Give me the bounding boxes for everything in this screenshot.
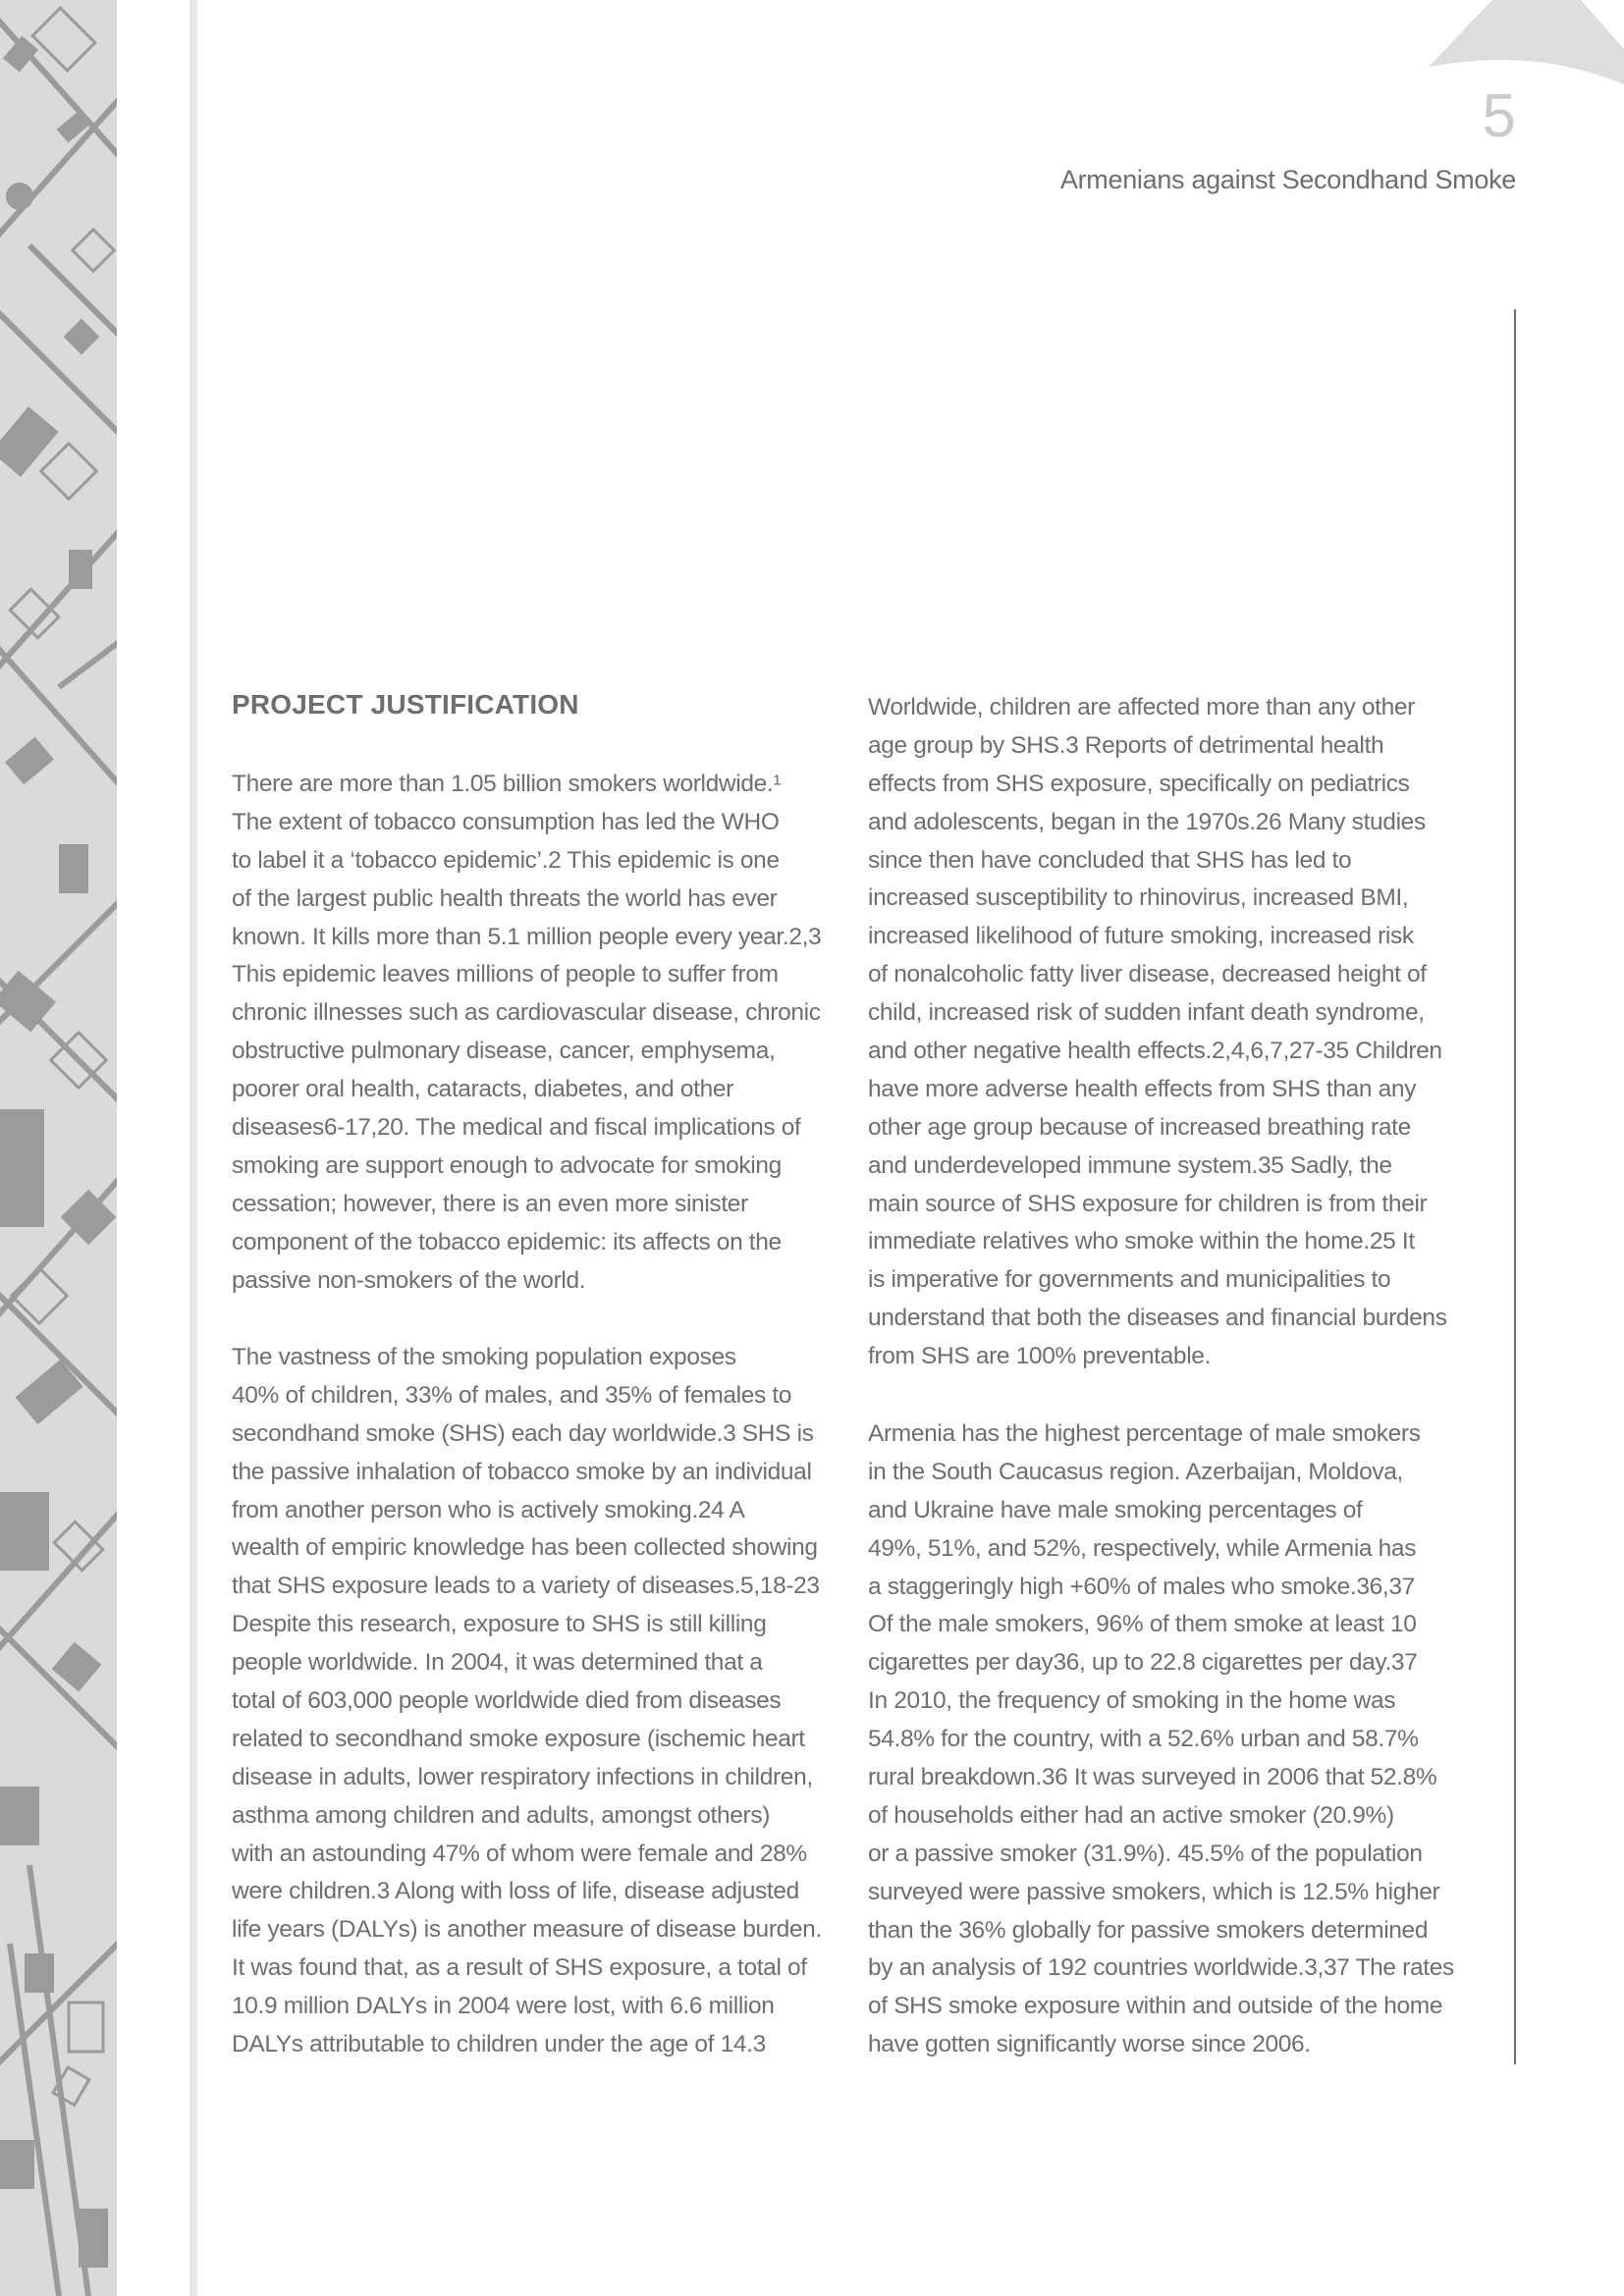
- page-number: 5: [1482, 82, 1516, 150]
- text-line: There are more than 1.05 billion smokers worldwide.¹: [232, 771, 782, 797]
- map-pattern-icon: [0, 0, 117, 2296]
- text-line: of households either had an active smoker (20.9%): [868, 1801, 1394, 1829]
- text-line: passive non-smokers of the world.: [232, 1266, 586, 1294]
- text-line: The extent of tobacco consumption has led the WHO: [232, 808, 780, 835]
- text-line: diseases6-17,20. The medical and fiscal implications of: [232, 1114, 801, 1142]
- text-line: 49%, 51%, and 52%, respectively, while Armenia has: [868, 1534, 1417, 1562]
- text-line: In 2010, the frequency of smoking in the home was: [868, 1687, 1396, 1715]
- text-line: related to secondhand smoke exposure (ischemic heart: [232, 1725, 805, 1752]
- corner-shape-icon: [1428, 0, 1624, 88]
- text-line: of the largest public health threats the world has ever: [232, 884, 778, 912]
- text-line: with an astounding 47% of whom were female and 28%: [232, 1840, 807, 1867]
- text-line: cigarettes per day36, up to 22.8 cigarettes per day.37: [868, 1649, 1418, 1677]
- gutter-divider: [189, 0, 197, 2296]
- text-line: were children.3 Along with loss of life, disease adjusted: [232, 1878, 799, 1905]
- text-line: disease in adults, lower respiratory infections in children,: [232, 1763, 813, 1790]
- text-line: and adolescents, began in the 1970s.26 Many studies: [868, 808, 1426, 835]
- text-line: immediate relatives who smoke within the home.25 It: [868, 1228, 1415, 1255]
- text-line: of SHS smoke exposure within and outside of the home: [868, 1993, 1443, 2020]
- text-line: cessation; however, there is an even more sinister: [232, 1190, 748, 1217]
- text-line: people worldwide. In 2004, it was determined that a: [232, 1649, 763, 1677]
- paragraph-3: [868, 689, 1447, 1376]
- text-line: by an analysis of 192 countries worldwide.3,37 The rates: [868, 1954, 1454, 1982]
- text-line: to label it a ‘tobacco epidemic’.2 This epidemic is one: [232, 846, 780, 874]
- paragraph-2: [232, 1339, 822, 2064]
- text-line: from SHS are 100% preventable.: [868, 1343, 1212, 1370]
- text-line: chronic illnesses such as cardiovascular disease, chronic: [232, 999, 821, 1027]
- text-line: a staggeringly high +60% of males who smoke.36,37: [868, 1573, 1415, 1600]
- text-line: secondhand smoke (SHS) each day worldwide.3 SHS is: [232, 1419, 814, 1447]
- text-line: surveyed were passive smokers, which is 12.5% higher: [868, 1878, 1440, 1905]
- text-line: obstructive pulmonary disease, cancer, emphysema,: [232, 1038, 776, 1065]
- text-line: life years (DALYs) is another measure of disease burden.: [232, 1916, 822, 1944]
- text-line: that SHS exposure leads to a variety of diseases.5,18-23: [232, 1573, 820, 1600]
- paragraph-4: [868, 1415, 1454, 2064]
- text-line: Armenia has the highest percentage of male smokers: [868, 1420, 1421, 1447]
- text-line: rural breakdown.36 It was surveyed in 2006 that 52.8%: [868, 1764, 1437, 1791]
- text-line: Despite this research, exposure to SHS is still killing: [232, 1611, 767, 1638]
- text-line: DALYs attributable to children under the age of 14.3: [232, 2031, 766, 2058]
- text-line: age group by SHS.3 Reports of detrimental health: [868, 731, 1384, 759]
- city-map-decoration: [0, 0, 117, 2296]
- text-line: in the South Caucasus region. Azerbaijan, Moldova,: [868, 1458, 1403, 1485]
- text-line: 40% of children, 33% of males, and 35% of females to: [232, 1381, 792, 1409]
- text-line: It was found that, as a result of SHS exposure, a total of: [232, 1954, 807, 1982]
- running-title: Armenians against Secondhand Smoke: [1059, 165, 1516, 194]
- right-vertical-rule: [1514, 309, 1516, 2064]
- text-line: smoking are support enough to advocate for smoking: [232, 1151, 782, 1179]
- text-line: and underdeveloped immune system.35 Sadly, the: [868, 1151, 1392, 1179]
- section-heading: PROJECT JUSTIFICATION: [232, 689, 579, 720]
- text-line: the passive inhalation of tobacco smoke by an individual: [232, 1458, 812, 1485]
- text-line: understand that both the diseases and financial burdens: [868, 1305, 1447, 1332]
- text-line: and Ukraine have male smoking percentages of: [868, 1496, 1363, 1523]
- text-line: Of the male smokers, 96% of them smoke at least 10: [868, 1611, 1417, 1638]
- text-line: effects from SHS exposure, specifically on pediatrics: [868, 770, 1410, 797]
- text-line: main source of SHS exposure for children is from their: [868, 1190, 1428, 1217]
- text-line: is imperative for governments and municipalities to: [868, 1266, 1391, 1294]
- text-line: component of the tobacco epidemic: its affects on the: [232, 1228, 782, 1255]
- text-line: have gotten significantly worse since 2006.: [868, 2031, 1311, 2058]
- text-line: from another person who is actively smoking.24 A: [232, 1496, 745, 1523]
- text-line: of nonalcoholic fatty liver disease, decreased height of: [868, 961, 1427, 988]
- text-line: 54.8% for the country, with a 52.6% urban and 58.7%: [868, 1726, 1419, 1753]
- text-line: child, increased risk of sudden infant death syndrome,: [868, 999, 1425, 1027]
- text-line: This epidemic leaves millions of people to suffer from: [232, 961, 779, 988]
- text-line: known. It kills more than 5.1 million people every year.2,3: [232, 923, 822, 950]
- text-line: and other negative health effects.2,4,6,7,27-35 Children: [868, 1038, 1442, 1065]
- text-line: 10.9 million DALYs in 2004 were lost, with 6.6 million: [232, 1993, 775, 2020]
- paragraph-1: [232, 766, 821, 1300]
- text-line: than the 36% globally for passive smokers determined: [868, 1916, 1429, 1944]
- text-line: have more adverse health effects from SHS than any: [868, 1075, 1417, 1102]
- text-line: wealth of empiric knowledge has been collected showing: [232, 1534, 818, 1562]
- text-line: increased likelihood of future smoking, increased risk: [868, 923, 1414, 950]
- text-line: The vastness of the smoking population exposes: [232, 1344, 736, 1370]
- text-line: Worldwide, children are affected more than any other: [868, 694, 1415, 721]
- text-line: asthma among children and adults, amongst others): [232, 1801, 771, 1829]
- text-line: total of 603,000 people worldwide died from diseases: [232, 1687, 782, 1715]
- text-line: or a passive smoker (31.9%). 45.5% of the population: [868, 1840, 1423, 1867]
- text-line: increased susceptibility to rhinovirus, increased BMI,: [868, 884, 1409, 912]
- text-line: poorer oral health, cataracts, diabetes, and other: [232, 1076, 733, 1103]
- text-line: other age group because of increased breathing rate: [868, 1113, 1411, 1141]
- text-line: since then have concluded that SHS has led to: [868, 846, 1352, 874]
